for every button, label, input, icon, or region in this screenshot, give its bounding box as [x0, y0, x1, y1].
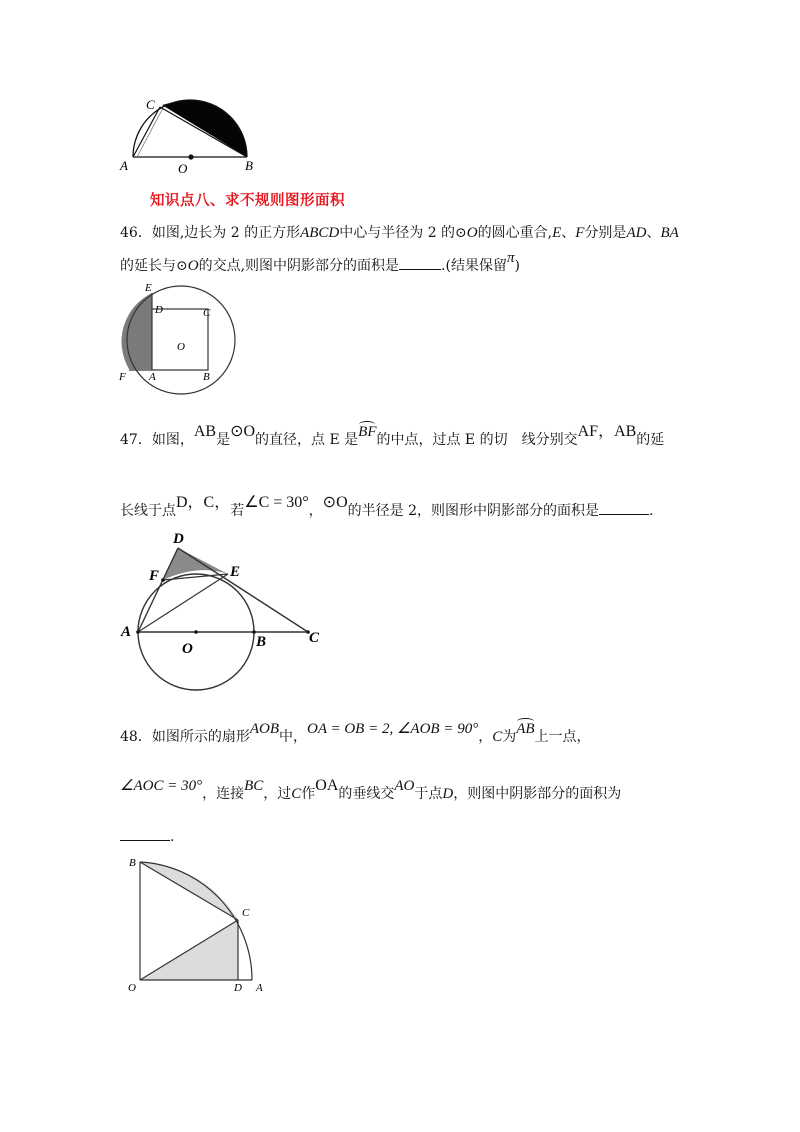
- q48-line3: [120, 828, 174, 845]
- label-a: A: [121, 624, 132, 640]
- label-b: B: [256, 634, 267, 650]
- label-b: B: [129, 857, 136, 869]
- q48-text: 上一点，: [534, 729, 591, 745]
- q47-text: 的中点，过点 E 的切 线分别交: [376, 432, 578, 448]
- q48-text: ，连接: [202, 786, 245, 802]
- q46-text: 的延长与⊙: [120, 258, 188, 274]
- q46-math: ABCD: [300, 225, 340, 241]
- q46-math: E: [552, 225, 562, 241]
- q46-line1: [120, 222, 679, 242]
- label-c: C: [242, 907, 250, 919]
- label-o: O: [177, 341, 185, 353]
- q47-math: D，C，: [176, 494, 231, 511]
- q46-math: π: [506, 250, 515, 266]
- semicircle-figure: [115, 95, 265, 175]
- q46-math: O: [466, 225, 478, 241]
- q46-text: 46．如图,边长为 2 的正方形: [120, 225, 301, 241]
- label-c: C: [309, 630, 320, 646]
- q47-text: 是: [216, 432, 231, 448]
- q47-text: 的延: [636, 432, 665, 448]
- q46-math: BA: [660, 225, 679, 241]
- label-c: C: [146, 97, 155, 112]
- q48-text: 于点: [414, 786, 443, 802]
- q47-text: 长线于点: [120, 503, 176, 519]
- q47-text: 若: [230, 503, 245, 519]
- label-d: D: [173, 531, 184, 547]
- q47-line2: [120, 494, 654, 520]
- label-e: E: [230, 564, 241, 580]
- point-a: [136, 630, 140, 634]
- label-o: O: [128, 982, 136, 994]
- q48-math: D: [442, 786, 454, 802]
- q47-text: 的直径，点 E 是: [255, 432, 359, 448]
- q48-math: ∠AOC = 30°: [120, 778, 203, 794]
- q47-text: ，: [308, 503, 323, 519]
- q46-text: 、: [561, 225, 576, 241]
- label-e: E: [145, 282, 152, 294]
- q47-line1: [120, 423, 665, 449]
- label-f: F: [149, 568, 160, 584]
- answer-blank[interactable]: [599, 502, 649, 515]
- label-c: C: [203, 307, 211, 319]
- label-a: A: [149, 371, 156, 383]
- q48-text: ，则图中阴影部分的面积为: [453, 786, 622, 802]
- label-a: A: [256, 982, 263, 994]
- q48-text: 的垂线交: [338, 786, 395, 802]
- q48-text: 为: [502, 729, 517, 745]
- q46-text: 的圆心重合,: [477, 225, 553, 241]
- answer-blank[interactable]: [399, 257, 441, 270]
- q47-math: ⊙O: [322, 494, 348, 511]
- q48-math: AO: [394, 778, 415, 794]
- q48-math: OA = OB = 2, ∠AOB = 90°: [307, 721, 479, 737]
- label-b: B: [203, 371, 210, 383]
- q48-text: ，: [478, 729, 493, 745]
- q46-text: 、: [646, 225, 661, 241]
- shaded-region: [122, 293, 152, 369]
- q46-text: 中心与半径为 2 的⊙: [339, 225, 467, 241]
- q48-line1: [120, 721, 591, 746]
- q46-text: 分别是: [584, 225, 627, 241]
- q46-text: .(结果保留: [441, 258, 507, 274]
- tangent-circle-figure: [118, 528, 338, 693]
- q47-math: AB: [193, 423, 217, 440]
- q46-text: 的交点,则图中阴影部分的面积是: [198, 258, 400, 274]
- point-f: [161, 578, 165, 582]
- sector-figure: [118, 852, 278, 994]
- tangent-dc: [178, 548, 308, 632]
- square-abcd: [152, 309, 208, 370]
- q46-math: O: [187, 258, 199, 274]
- q48-math: AB: [516, 721, 535, 737]
- q47-math: ∠C = 30°: [244, 494, 309, 511]
- section-heading: 知识点八、求不规则图形面积: [150, 193, 345, 209]
- q48-text: 中，: [279, 729, 307, 745]
- q46-text: ): [514, 258, 520, 274]
- q48-text: .: [170, 829, 175, 845]
- shaded-segment: [162, 100, 247, 157]
- point-o: [194, 630, 198, 634]
- square-circle-figure: [115, 283, 245, 383]
- label-d: D: [234, 982, 242, 994]
- q48-math: AOB: [249, 721, 279, 737]
- q48-text: ，过: [263, 786, 292, 802]
- answer-blank[interactable]: [120, 828, 170, 841]
- q47-text: .: [649, 503, 654, 519]
- q48-math: OA: [315, 777, 339, 794]
- q47-text: 的半径是 2，则图形中阴影部分的面积是: [347, 503, 599, 519]
- q47-math: AF，AB: [577, 423, 637, 440]
- q48-math: C: [492, 729, 503, 745]
- q46-math: AD: [626, 225, 647, 241]
- q46-line2: [120, 250, 520, 275]
- q48-math: BC: [244, 778, 264, 794]
- q48-line2: [120, 777, 622, 803]
- label-f: F: [119, 371, 126, 383]
- q48-math: C: [291, 786, 302, 802]
- center-dot: [188, 154, 193, 159]
- label-o: O: [182, 641, 193, 657]
- q48-text: 48．如图所示的扇形: [120, 729, 250, 745]
- q46-math: F: [575, 225, 585, 241]
- chord-bc: [140, 862, 238, 920]
- q47-text: 47．如图，: [120, 432, 194, 448]
- label-b: B: [245, 158, 253, 173]
- chord-ac: [133, 107, 160, 157]
- q47-math: BF: [358, 424, 377, 440]
- label-a: A: [120, 158, 128, 173]
- label-o: O: [178, 161, 188, 176]
- q47-math: ⊙O: [230, 423, 256, 440]
- chord-ac-inner: [137, 108, 163, 157]
- label-d: D: [155, 304, 163, 316]
- q48-text: 作: [301, 786, 316, 802]
